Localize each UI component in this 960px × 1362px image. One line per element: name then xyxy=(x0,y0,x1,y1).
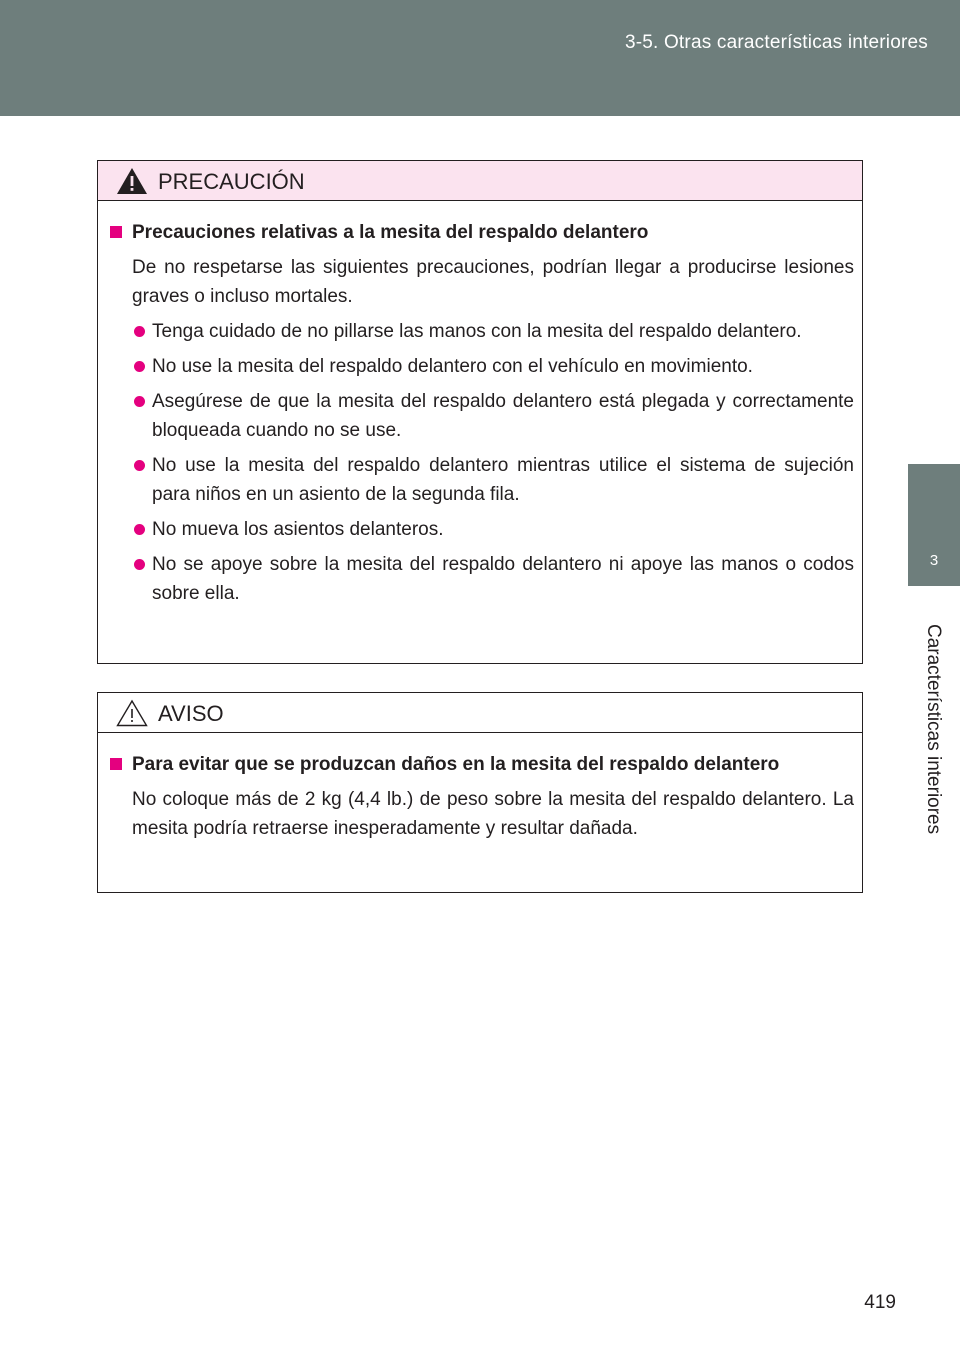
page-number: 419 xyxy=(864,1292,896,1313)
caution-item xyxy=(106,317,854,346)
notice-header xyxy=(98,693,862,733)
caution-header xyxy=(98,161,862,201)
header-band xyxy=(0,0,960,116)
chapter-number: 3 xyxy=(929,552,939,569)
notice-box xyxy=(97,692,863,893)
caution-item xyxy=(106,352,854,381)
square-bullet-icon xyxy=(110,758,122,770)
round-bullet-icon xyxy=(134,361,145,372)
warning-triangle-filled-icon xyxy=(116,167,148,195)
caution-heading-text: Precauciones relativas a la mesita del respaldo delantero xyxy=(132,222,649,243)
caution-intro: De no respetarse las siguientes precauciones, podrían llegar a producirse lesiones graves o incluso mortales. xyxy=(132,257,854,307)
caution-item-text: No mueva los asientos delanteros. xyxy=(152,519,444,540)
round-bullet-icon xyxy=(134,396,145,407)
caution-item xyxy=(106,451,854,509)
caution-body xyxy=(98,201,862,608)
caution-item xyxy=(106,387,854,445)
caution-box xyxy=(97,160,863,664)
section-title: 3-5. Otras características interiores xyxy=(624,32,928,53)
warning-triangle-outline-icon xyxy=(116,699,148,727)
caution-heading xyxy=(106,219,854,247)
chapter-tab xyxy=(908,464,960,586)
caution-item xyxy=(106,515,854,544)
caution-item-text: No use la mesita del respaldo delantero mientras utilice el sistema de sujeción para niños en un asiento de la segunda fila. xyxy=(152,455,854,505)
notice-label: AVISO xyxy=(158,701,224,726)
chapter-label: Características interiores xyxy=(923,624,944,835)
caution-item-text: Tenga cuidado de no pillarse las manos con la mesita del respaldo delantero. xyxy=(152,321,802,342)
caution-item-text: No use la mesita del respaldo delantero con el vehículo en movimiento. xyxy=(152,356,753,377)
chapter-label-column xyxy=(908,594,960,894)
caution-label: PRECAUCIÓN xyxy=(158,169,305,194)
caution-item xyxy=(106,550,854,608)
round-bullet-icon xyxy=(134,460,145,471)
caution-item-text: No se apoye sobre la mesita del respaldo delantero ni apoye las manos o codos sobre ella. xyxy=(152,554,854,604)
notice-text: No coloque más de 2 kg (4,4 lb.) de peso sobre la mesita del respaldo delantero. La mesita podría retraerse inesperadamente y resultar dañada. xyxy=(132,789,854,839)
caution-item-text: Asegúrese de que la mesita del respaldo delantero está plegada y correctamente bloqueada cuando no se use. xyxy=(152,391,854,441)
square-bullet-icon xyxy=(110,226,122,238)
round-bullet-icon xyxy=(134,559,145,570)
round-bullet-icon xyxy=(134,524,145,535)
notice-heading-text: Para evitar que se produzcan daños en la mesita del respaldo delantero xyxy=(132,754,780,775)
round-bullet-icon xyxy=(134,326,145,337)
notice-body xyxy=(98,733,862,843)
notice-heading xyxy=(106,751,854,779)
